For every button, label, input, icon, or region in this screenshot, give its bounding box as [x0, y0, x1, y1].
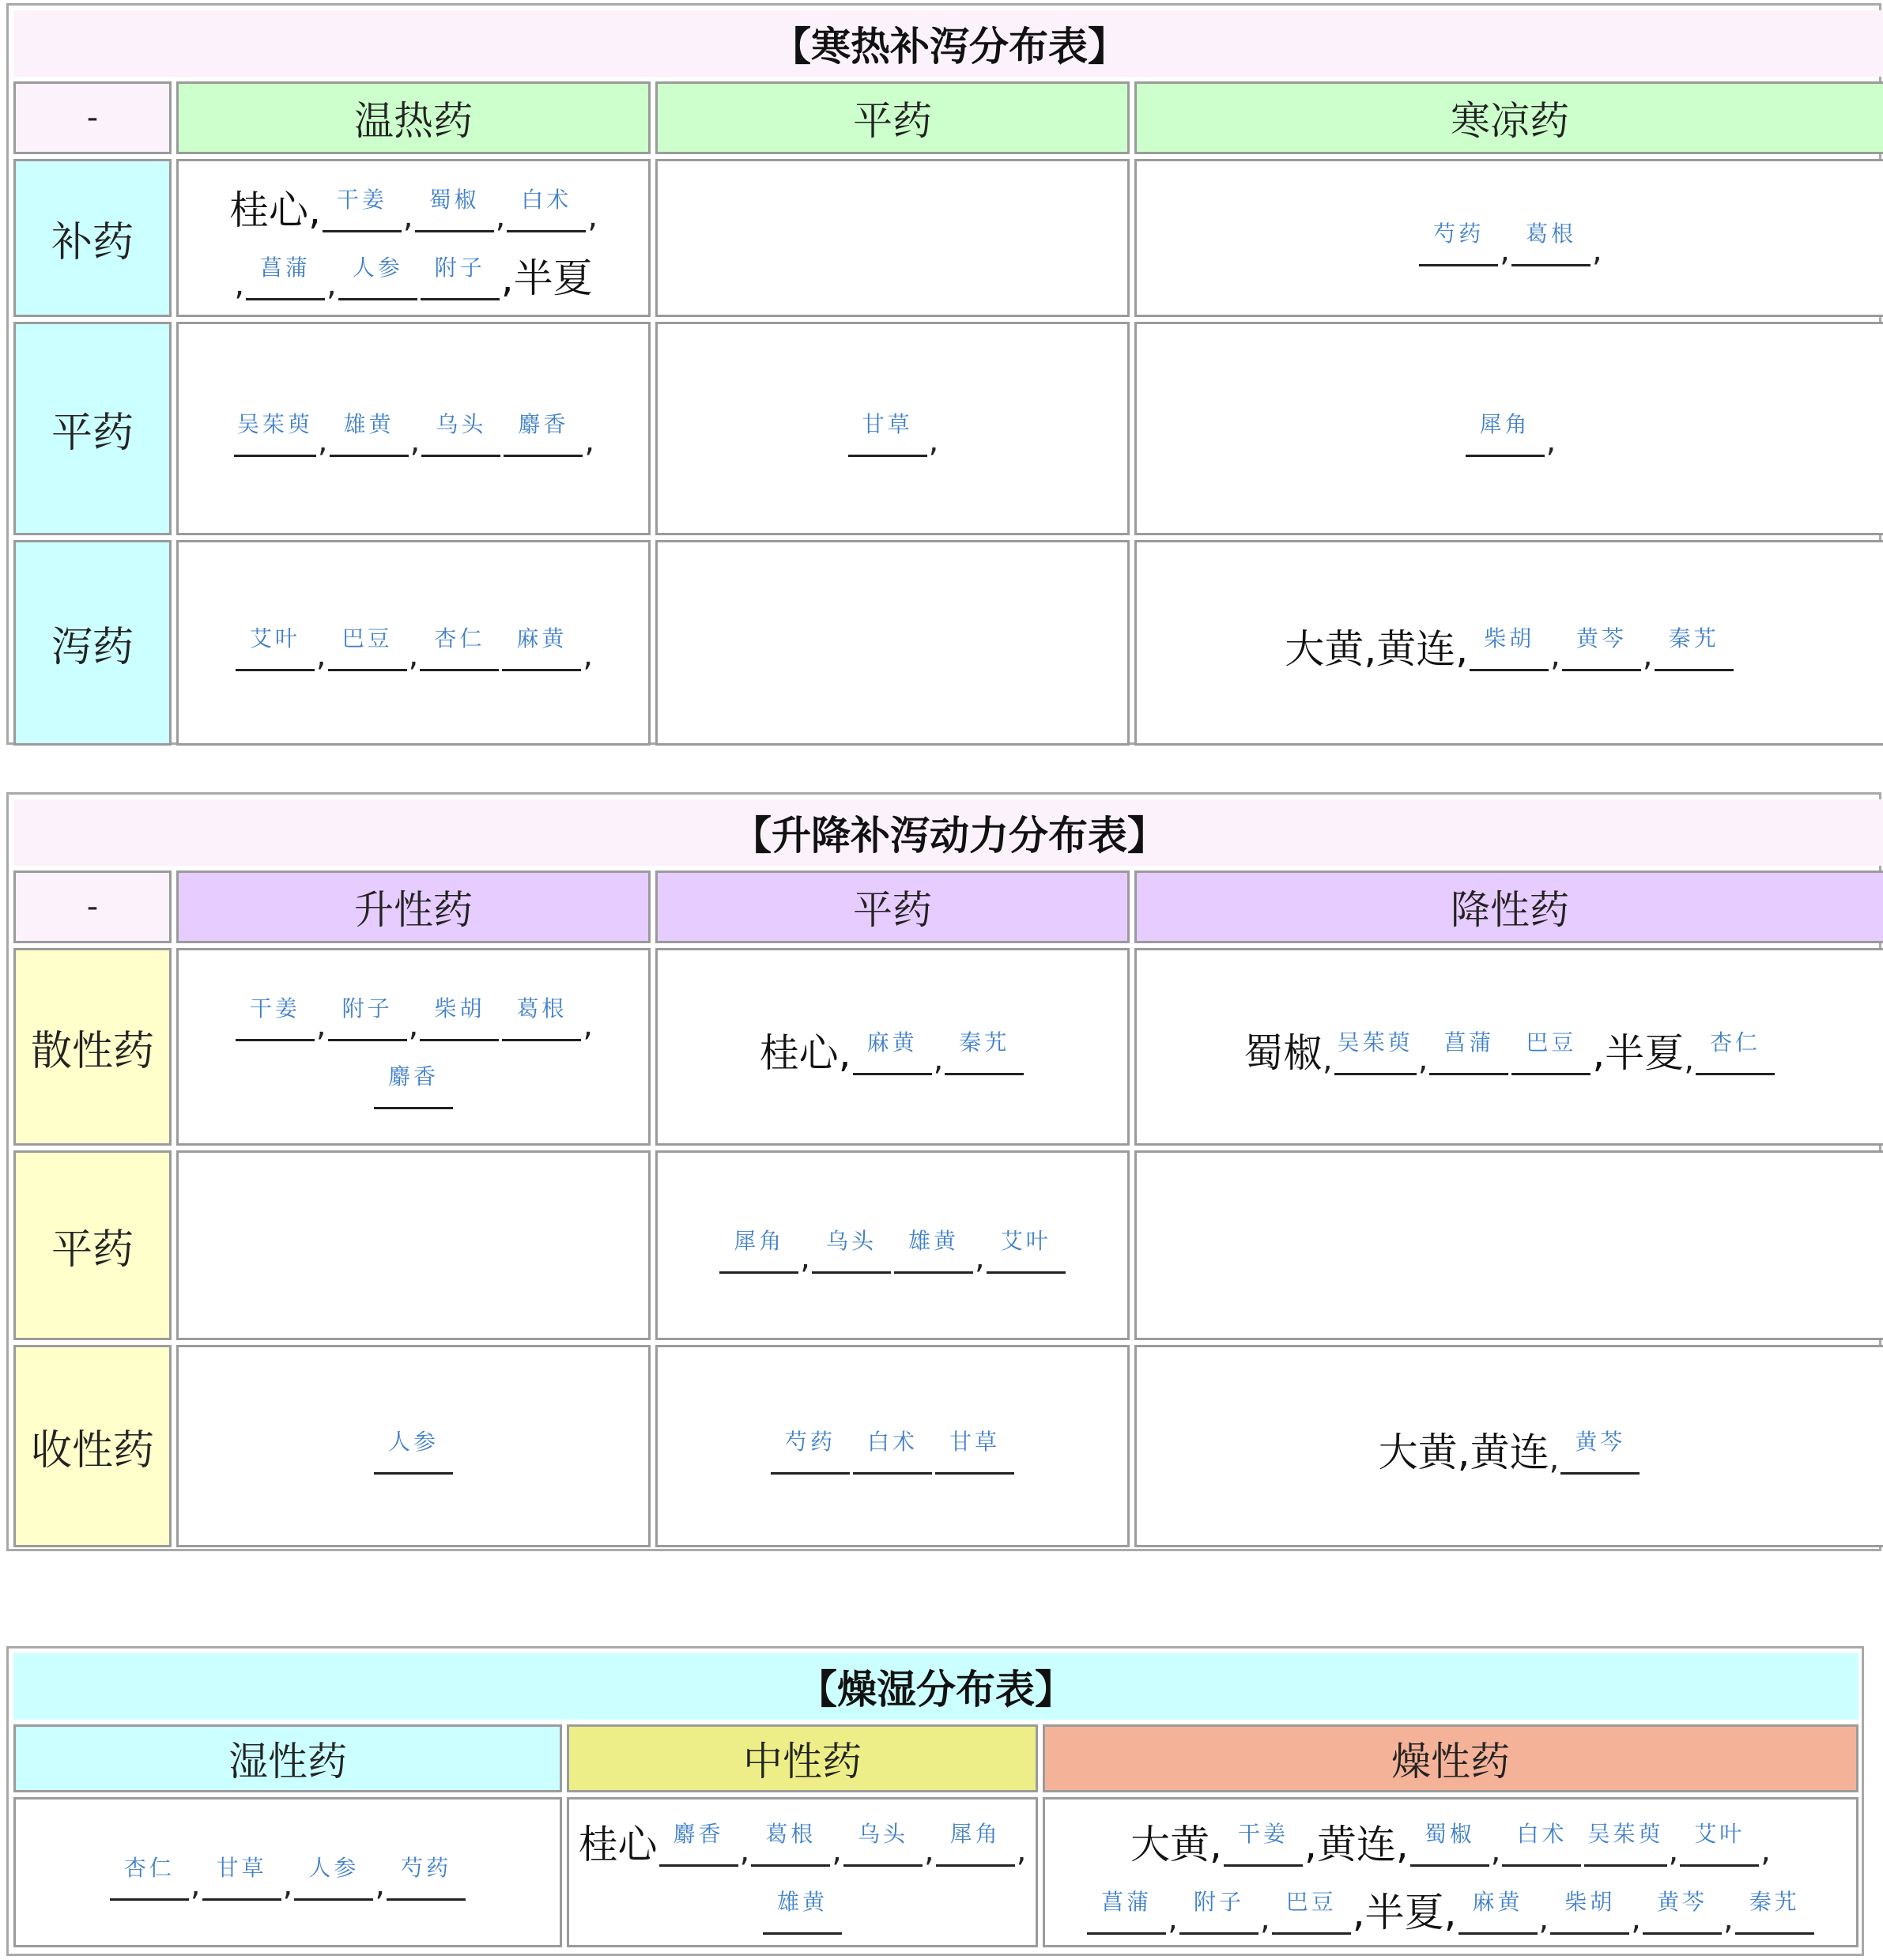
answer-blank[interactable] [1735, 1878, 1814, 1935]
answer-text: 吴茱萸 [1337, 1029, 1413, 1056]
separator: , [1417, 1041, 1428, 1078]
cell-line [847, 400, 939, 457]
fill-cell[interactable] [13, 1797, 562, 1947]
answer-text: 人参 [308, 1855, 360, 1881]
answer-text: 干姜 [249, 995, 300, 1022]
answer-text: 附子 [342, 995, 393, 1022]
separator: , [584, 423, 595, 459]
answer-blank[interactable] [843, 1810, 923, 1867]
answer-blank[interactable] [330, 400, 409, 457]
given-text: ,黄连, [1304, 1822, 1409, 1867]
cell-line [372, 1418, 455, 1475]
answer-text: 巴豆 [1285, 1889, 1337, 1915]
fill-cell[interactable] [176, 540, 651, 746]
col-header-neutral: 平药 [655, 81, 1130, 154]
corner-cell: - [13, 870, 172, 943]
answer-text: 麻黄 [866, 1029, 918, 1056]
separator: , [409, 423, 421, 459]
separator: , [1500, 232, 1510, 269]
cell-line [1464, 400, 1557, 457]
fill-cell[interactable] [176, 1150, 651, 1340]
answer-blank[interactable] [1550, 1878, 1629, 1935]
fill-cell[interactable] [176, 948, 651, 1146]
row-header-astringent: 收性药 [13, 1345, 172, 1547]
answer-text: 菖蒲 [1443, 1029, 1495, 1056]
answer-text: 附子 [434, 255, 485, 281]
fill-cell[interactable] [567, 1797, 1038, 1947]
answer-blank[interactable] [420, 614, 499, 671]
table-title: 【寒热补泻分布表】 [13, 10, 1883, 77]
fill-cell[interactable] [1134, 540, 1883, 746]
given-text: ,半夏 [1592, 1030, 1685, 1076]
separator: , [587, 198, 598, 235]
answer-blank[interactable] [987, 1217, 1066, 1274]
col-header-ascending: 升性药 [176, 870, 651, 943]
answer-text: 麝香 [518, 411, 569, 437]
answer-blank[interactable] [848, 400, 927, 457]
separator: , [739, 1833, 750, 1869]
answer-blank[interactable] [935, 1418, 1014, 1475]
answer-blank[interactable] [110, 1844, 189, 1901]
separator: , [315, 637, 326, 674]
answer-blank[interactable] [853, 1418, 932, 1475]
answer-text: 杏仁 [123, 1855, 175, 1881]
answer-text: 麝香 [673, 1821, 724, 1847]
answer-blank[interactable] [420, 984, 499, 1041]
fill-cell[interactable] [1134, 322, 1883, 535]
answer-text: 麝香 [387, 1063, 439, 1090]
answer-text: 乌头 [436, 411, 487, 437]
separator: , [1490, 1833, 1501, 1869]
answer-blank[interactable] [771, 1418, 850, 1475]
answer-blank[interactable] [1458, 1878, 1538, 1935]
separator: , [1545, 423, 1557, 459]
fill-cell[interactable] [176, 1345, 651, 1547]
answer-blank[interactable] [323, 176, 402, 232]
answer-blank[interactable] [945, 1018, 1024, 1075]
answer-text: 艾叶 [1694, 1821, 1745, 1847]
answer-blank[interactable] [1560, 1418, 1640, 1475]
answer-blank[interactable] [719, 1217, 798, 1274]
fill-cell[interactable] [176, 159, 651, 317]
fill-cell[interactable] [655, 1150, 1130, 1340]
answer-text: 犀角 [1479, 411, 1530, 437]
answer-text: 雄黄 [343, 411, 394, 437]
answer-blank[interactable] [1511, 1018, 1591, 1075]
col-header-wet: 湿性药 [13, 1724, 562, 1792]
answer-text: 犀角 [949, 1821, 1001, 1847]
answer-text: 秦艽 [959, 1029, 1010, 1056]
answer-blank[interactable] [936, 1810, 1015, 1867]
separator: , [1760, 1833, 1771, 1869]
answer-text: 菖蒲 [1101, 1889, 1153, 1915]
answer-text: 葛根 [1525, 221, 1576, 247]
answer-blank[interactable] [246, 244, 325, 300]
answer-blank[interactable] [1470, 614, 1549, 671]
separator: , [1684, 1041, 1695, 1078]
separator: , [1168, 1901, 1179, 1937]
answer-text: 麻黄 [516, 625, 568, 651]
cell-line [232, 400, 594, 457]
cell-line [1243, 1018, 1776, 1078]
fill-cell[interactable] [655, 948, 1130, 1146]
col-header-dry: 燥性药 [1043, 1724, 1858, 1792]
cell-line [234, 984, 594, 1044]
separator: , [408, 1007, 419, 1044]
given-text: 大黄,黄连, [1285, 626, 1469, 672]
row-header-neutral: 平药 [13, 1150, 172, 1340]
fill-cell[interactable] [176, 322, 651, 535]
answer-text: 麻黄 [1472, 1889, 1523, 1915]
answer-text: 巴豆 [342, 625, 393, 651]
answer-blank[interactable] [374, 1052, 453, 1109]
given-text: ,半夏, [1352, 1890, 1457, 1935]
separator: , [495, 198, 506, 235]
separator: , [1642, 637, 1653, 674]
answer-blank[interactable] [1272, 1878, 1351, 1935]
answer-text: 芍药 [784, 1429, 836, 1455]
cell-line [372, 1052, 455, 1109]
answer-blank[interactable] [1410, 1810, 1489, 1867]
table-title: 【燥湿分布表】 [13, 1653, 1858, 1720]
ascend-descend-table [6, 792, 1881, 1551]
answer-text: 白术 [1516, 1821, 1568, 1847]
answer-text: 柴胡 [1564, 1889, 1616, 1915]
separator: , [375, 1867, 386, 1903]
answer-text: 菖蒲 [260, 255, 311, 281]
row-header-dispersing: 散性药 [13, 948, 172, 1146]
fill-cell[interactable] [1134, 948, 1883, 1146]
separator: , [583, 1007, 594, 1044]
cell-line [1285, 614, 1734, 674]
answer-blank[interactable] [1511, 210, 1591, 266]
answer-text: 柴胡 [1484, 625, 1535, 651]
cell-line [1379, 1418, 1642, 1475]
answer-blank[interactable] [202, 1844, 281, 1901]
answer-blank[interactable] [1179, 1878, 1258, 1935]
cell-line [579, 1810, 1027, 1867]
fill-cell[interactable] [655, 540, 1130, 746]
answer-text: 柴胡 [434, 995, 485, 1022]
answer-blank[interactable] [1419, 210, 1498, 266]
answer-blank[interactable] [1466, 400, 1545, 457]
answer-text: 雄黄 [908, 1228, 959, 1254]
given-text: 桂心 [578, 1822, 658, 1867]
answer-text: 黄芩 [1575, 625, 1627, 651]
table-title: 【升降补泻动力分布表】 [13, 799, 1883, 866]
answer-text: 巴豆 [1526, 1029, 1577, 1056]
col-header-neutral: 平药 [655, 870, 1130, 943]
answer-blank[interactable] [421, 244, 500, 300]
answer-blank[interactable] [421, 400, 500, 457]
answer-text: 吴茱萸 [236, 411, 313, 437]
separator: , [326, 266, 337, 303]
answer-blank[interactable] [415, 176, 494, 232]
cell-line [234, 614, 594, 674]
answer-blank[interactable] [387, 1844, 466, 1901]
answer-text: 秦艽 [1749, 1889, 1800, 1915]
answer-text: 杏仁 [1710, 1029, 1761, 1056]
answer-blank[interactable] [659, 1810, 738, 1867]
fill-cell[interactable] [1043, 1797, 1858, 1947]
separator: , [1592, 232, 1602, 269]
answer-blank[interactable] [507, 176, 586, 232]
separator: , [190, 1867, 201, 1903]
answer-text: 乌头 [825, 1228, 877, 1254]
given-text: ,半夏 [500, 255, 593, 301]
row-header-neutral: 平药 [13, 322, 172, 535]
answer-blank[interactable] [1224, 1810, 1303, 1867]
separator: , [1550, 637, 1560, 674]
cell-line [718, 1217, 1066, 1274]
given-text: 蜀椒 [1243, 1030, 1323, 1076]
separator: , [583, 637, 594, 674]
answer-text: 芍药 [401, 1855, 452, 1881]
cell-line [769, 1418, 1016, 1475]
answer-text: 人参 [387, 1429, 439, 1455]
answer-blank[interactable] [502, 984, 581, 1041]
separator: , [408, 637, 419, 674]
answer-text: 雄黄 [776, 1889, 828, 1915]
col-header-cold: 寒凉药 [1134, 81, 1883, 154]
separator: , [1322, 1041, 1333, 1078]
separator: , [800, 1240, 810, 1276]
answer-blank[interactable] [294, 1844, 373, 1901]
separator: , [1631, 1901, 1641, 1937]
answer-text: 艾叶 [1000, 1228, 1051, 1254]
col-header-neutral: 中性药 [567, 1724, 1038, 1792]
answer-text: 甘草 [216, 1855, 267, 1881]
given-text: 桂心, [228, 187, 321, 233]
cell-line [1417, 210, 1602, 269]
answer-text: 甘草 [862, 411, 913, 437]
answer-blank[interactable] [751, 1810, 830, 1867]
answer-blank[interactable] [1584, 1810, 1666, 1867]
separator: , [1538, 1901, 1549, 1937]
answer-blank[interactable] [1429, 1018, 1508, 1075]
separator: , [1549, 1441, 1560, 1477]
answer-blank[interactable] [1087, 1878, 1166, 1935]
answer-blank[interactable] [763, 1878, 842, 1935]
separator: , [924, 1833, 934, 1869]
answer-blank[interactable] [1334, 1018, 1417, 1075]
fill-cell[interactable] [1134, 1150, 1883, 1340]
answer-text: 黄芩 [1656, 1889, 1708, 1915]
answer-blank[interactable] [374, 1418, 453, 1475]
cell-line [1085, 1878, 1815, 1935]
answer-blank[interactable] [1643, 1878, 1722, 1935]
cell-line [759, 1018, 1026, 1078]
answer-text: 葛根 [516, 995, 568, 1022]
row-header-tonic: 补药 [13, 159, 172, 317]
given-text: 桂心, [759, 1030, 851, 1076]
answer-blank[interactable] [502, 614, 581, 671]
answer-blank[interactable] [1562, 614, 1641, 671]
answer-blank[interactable] [236, 614, 315, 671]
fill-cell[interactable] [655, 1345, 1130, 1547]
answer-blank[interactable] [1655, 614, 1734, 671]
cell-line [761, 1878, 843, 1935]
separator: , [234, 266, 245, 303]
answer-blank[interactable] [853, 1018, 932, 1075]
given-text: 大黄,黄连 [1378, 1429, 1549, 1475]
answer-text: 吴茱萸 [1587, 1821, 1664, 1847]
corner-cell: - [13, 81, 172, 154]
cell-line [1130, 1810, 1771, 1867]
answer-blank[interactable] [1696, 1018, 1775, 1075]
separator: , [975, 1240, 985, 1276]
separator: , [1260, 1901, 1270, 1937]
answer-text: 甘草 [949, 1429, 1000, 1455]
separator: , [832, 1833, 842, 1869]
separator: , [315, 1007, 326, 1044]
given-text: 大黄, [1130, 1822, 1222, 1867]
fill-cell[interactable] [1134, 1345, 1883, 1547]
answer-blank[interactable] [236, 984, 315, 1041]
answer-text: 葛根 [765, 1821, 817, 1847]
answer-text: 白术 [866, 1429, 918, 1455]
fill-cell[interactable] [655, 322, 1130, 535]
answer-text: 犀角 [734, 1228, 785, 1254]
cold-heat-table [6, 3, 1881, 745]
dry-wet-table [6, 1646, 1864, 1956]
answer-blank[interactable] [894, 1217, 973, 1274]
col-header-descending: 降性药 [1134, 870, 1883, 943]
cell-line [108, 1844, 467, 1901]
answer-blank[interactable] [1502, 1810, 1581, 1867]
answer-text: 乌头 [857, 1821, 908, 1847]
answer-text: 艾叶 [249, 625, 300, 651]
answer-text: 蜀椒 [428, 187, 480, 213]
answer-text: 白术 [521, 187, 572, 213]
answer-text: 黄芩 [1575, 1429, 1626, 1455]
answer-text: 秦艽 [1668, 625, 1719, 651]
answer-text: 芍药 [1433, 221, 1485, 247]
separator: , [928, 423, 939, 459]
answer-blank[interactable] [504, 400, 583, 457]
fill-cell[interactable] [655, 159, 1130, 317]
answer-blank[interactable] [338, 244, 417, 300]
separator: , [402, 198, 413, 235]
answer-text: 干姜 [1237, 1821, 1289, 1847]
separator: , [317, 423, 328, 459]
separator: , [282, 1867, 293, 1903]
answer-blank[interactable] [328, 984, 407, 1041]
answer-text: 杏仁 [434, 625, 485, 651]
fill-cell[interactable] [1134, 159, 1883, 317]
separator: , [933, 1041, 944, 1078]
answer-blank[interactable] [234, 400, 316, 457]
answer-blank[interactable] [812, 1217, 891, 1274]
answer-blank[interactable] [1680, 1810, 1759, 1867]
separator: , [1723, 1901, 1734, 1937]
separator: , [1668, 1833, 1679, 1869]
separator: , [1016, 1833, 1027, 1869]
answer-text: 附子 [1194, 1889, 1245, 1915]
row-header-purge: 泻药 [13, 540, 172, 746]
cell-line [234, 244, 593, 303]
col-header-warm: 温热药 [176, 81, 651, 154]
answer-text: 蜀椒 [1424, 1821, 1475, 1847]
answer-text: 人参 [352, 255, 403, 281]
answer-text: 干姜 [336, 187, 387, 213]
cell-line [228, 176, 598, 235]
answer-blank[interactable] [328, 614, 407, 671]
